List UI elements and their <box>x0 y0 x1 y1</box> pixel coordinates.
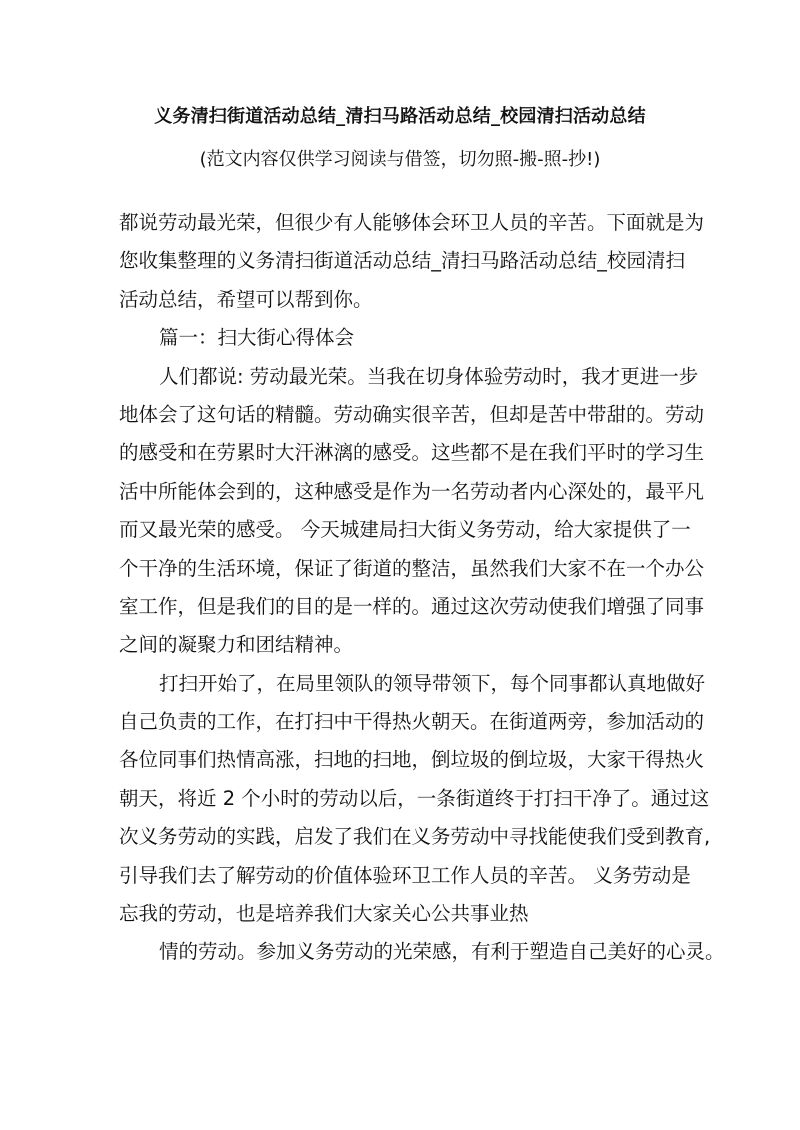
body-line: 室工作，但是我们的目的是一样的。通过这次劳动使我们增强了同事 <box>119 594 705 618</box>
body-line: 次义务劳动的实践，启发了我们在义务劳动中寻找能使我们受到教育, <box>119 825 711 849</box>
body-line: 朝天，将近 2 个小时的劳动以后，一条街道终于打扫干净了。通过这 <box>119 786 710 810</box>
body-line: 都说劳动最光荣，但很少有人能够体会环卫人员的辛苦。下面就是为 <box>119 211 705 234</box>
document-subtitle: (范文内容仅供学习阅读与借签，切勿照-搬-照-抄!) <box>199 149 601 170</box>
body-line: 活动总结，希望可以帮到你。 <box>119 287 373 311</box>
body-line: 的感受和在劳累时大汗淋漓的感受。这些都不是在我们平时的学习生 <box>119 441 705 465</box>
document-body <box>119 204 725 972</box>
section-heading: 篇一：扫大街心得体会 <box>159 326 355 350</box>
body-line: 打扫开始了，在局里领队的领导带领下，每个同事都认真地做好 <box>159 671 706 695</box>
body-line: 之间的凝聚力和团结精神。 <box>119 633 354 657</box>
body-line: 而又最光荣的感受。 今天城建局扫大街义务劳动，给大家提供了一 <box>119 518 691 542</box>
body-line: 自己负责的工作，在打扫中干得热火朝天。在街道两旁，参加活动的 <box>119 710 705 734</box>
body-line: 情的劳动。参加义务劳动的光荣感，有利于塑造自己美好的心灵。 <box>159 940 725 964</box>
body-line: 引导我们去了解劳动的价值体验环卫工作人员的辛苦。 义务劳动是 <box>119 863 691 887</box>
body-line: 忘我的劳动，也是培养我们大家关心公共事业热 <box>119 902 529 926</box>
body-line: 地体会了这句话的精髓。劳动确实很辛苦，但却是苦中带甜的。劳动 <box>119 402 705 426</box>
document-title: 义务清扫街道活动总结_清扫马路活动总结_校园清扫活动总结 <box>154 106 646 127</box>
body-line: 个干净的生活环境，保证了街道的整洁，虽然我们大家不在一个办公 <box>119 556 705 580</box>
body-line: 人们都说: 劳动最光荣。当我在切身体验劳动时，我才更进一步 <box>159 364 699 388</box>
body-line: 各位同事们热情高涨，扫地的扫地，倒垃圾的倒垃圾，大家干得热火 <box>119 748 705 772</box>
body-line: 活中所能体会到的，这种感受是作为一名劳动者内心深处的，最平凡 <box>119 479 705 503</box>
body-line: 您收集整理的义务清扫街道活动总结_清扫马路活动总结_校园清扫 <box>119 249 685 273</box>
